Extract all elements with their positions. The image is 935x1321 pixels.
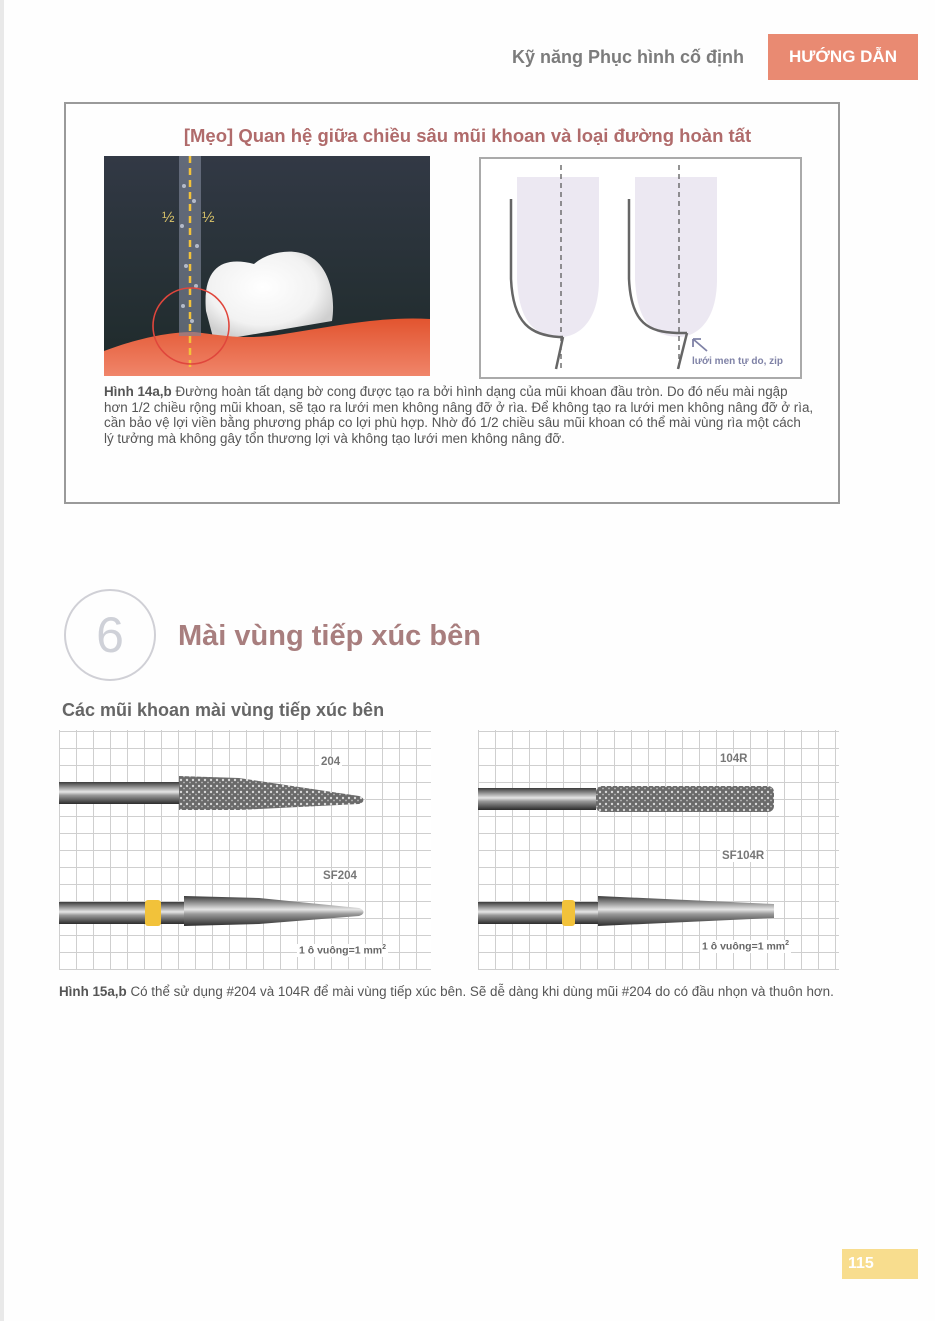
bur-204-shank	[59, 782, 179, 804]
arrow-icon	[693, 339, 707, 351]
tip-title: [Mẹo] Quan hệ giữa chiều sâu mũi khoan và loại đường hoàn tất	[183, 125, 752, 146]
half-label-left: ½	[162, 209, 175, 226]
figure-15b-burs	[478, 730, 839, 970]
bur-sf204-shank	[59, 902, 184, 924]
scale-label-b: 1 ô vuông=1 $mm^2$	[702, 940, 790, 953]
caption-text: Có thể sử dụng #204 và 104R để mài vùng tiếp xúc bên. Sẽ dễ dàng khi dùng mũi #204 do có đầu nhọn và thuôn hơn.	[126, 984, 834, 999]
caption-text: Đường hoàn tất dạng bờ cong được tạo ra bởi hình dạng của mũi khoan đầu tròn. Do đó nếu mài ngập hơn 1/2 chiều rộng mũi khoan, sẽ tạo ra lưới men không nâng đỡ ở rìa. Để không tạo ra lưới men không nâng đỡ ở rìa, cần bảo vệ lợi viền bằng phương pháp co lợi phù hợp. Nhờ đó 1/2 chiều sâu mũi khoan có thể mài vùng rìa một cách lý tưởng mà không gây tổn thương lợi và không tạo lưới men không nâng đỡ.	[104, 384, 814, 446]
bur-sf104r-ring	[562, 900, 575, 926]
figure-14a-photo	[104, 156, 430, 376]
bur-104r-head	[596, 786, 774, 812]
scale-label-a: 1 ô vuông=1 $mm^2$	[299, 944, 387, 957]
bur-104r-shank	[478, 788, 596, 810]
bur-label-104r: 104R	[720, 753, 748, 765]
figure-14b-diagram	[479, 157, 802, 379]
figure-15a-burs	[59, 730, 431, 970]
caption-label: Hình 15a,b	[59, 984, 127, 999]
section-number: 6	[64, 589, 156, 681]
bur-204-head	[179, 776, 364, 810]
half-label-right: ½	[202, 209, 215, 226]
subsection-title: Các mũi khoan mài vùng tiếp xúc bên	[62, 700, 385, 720]
figure-15-caption	[59, 984, 849, 1000]
figure-14-caption	[104, 384, 814, 446]
bur-label-204: 204	[321, 756, 341, 768]
page-edge	[0, 0, 4, 1321]
bur-profile-b	[635, 177, 717, 337]
section-badge: HƯỚNG DẪN	[768, 34, 918, 80]
section-title: Mài vùng tiếp xúc bên	[178, 620, 481, 652]
bur-profile-a	[517, 177, 599, 337]
bur-label-sf104r: SF104R	[722, 850, 765, 862]
page-number: 115	[842, 1249, 918, 1279]
bur-sf204-ring	[145, 900, 161, 926]
bur-sf104r-head	[598, 896, 774, 926]
bur-sf204-head	[184, 896, 364, 926]
book-title: Kỹ năng Phục hình cố định	[512, 47, 744, 67]
bur-label-sf204: SF204	[323, 870, 357, 882]
diagram-label: lưới men tự do, zip	[692, 356, 784, 367]
caption-label: Hình 14a,b	[104, 384, 172, 399]
bur-sf104r-shank	[478, 902, 598, 924]
